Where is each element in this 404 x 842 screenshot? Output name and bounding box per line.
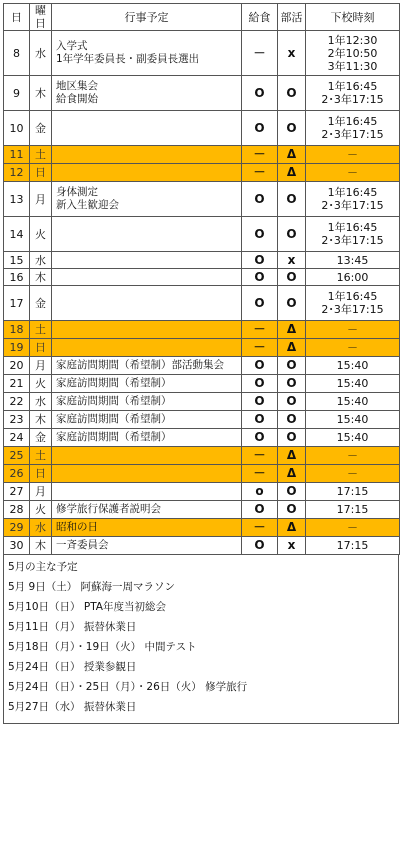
event-cell bbox=[52, 519, 242, 537]
table-row bbox=[4, 519, 400, 537]
lunch-cell: － bbox=[242, 321, 278, 339]
weekday-cell: 金 bbox=[30, 111, 52, 146]
table-row bbox=[4, 501, 400, 519]
event-cell bbox=[52, 31, 242, 76]
header-lunch: 給食 bbox=[242, 4, 278, 31]
club-cell: O bbox=[278, 393, 306, 411]
dismissal-time-cell bbox=[306, 519, 400, 537]
club-cell: Δ bbox=[278, 465, 306, 483]
dismissal-time-line: 17:15 bbox=[336, 503, 369, 516]
weekday-cell: 水 bbox=[30, 31, 52, 76]
event-line: 給食開始 bbox=[56, 93, 98, 105]
table-row bbox=[4, 357, 400, 375]
weekday-cell: 木 bbox=[30, 537, 52, 555]
lunch-cell: O bbox=[242, 357, 278, 375]
dismissal-time-line: 15:40 bbox=[336, 413, 369, 426]
dismissal-time-line: 2･3年17:15 bbox=[321, 199, 384, 212]
dismissal-time-line: 15:40 bbox=[336, 377, 369, 390]
dismissal-time-cell bbox=[306, 31, 400, 76]
club-cell: Δ bbox=[278, 339, 306, 357]
dismissal-time-cell bbox=[306, 357, 400, 375]
table-row bbox=[4, 76, 400, 111]
dismissal-time-line: － bbox=[347, 467, 358, 480]
club-cell: O bbox=[278, 375, 306, 393]
weekday-cell: 日 bbox=[30, 164, 52, 182]
lunch-cell: － bbox=[242, 146, 278, 164]
club-cell: O bbox=[278, 483, 306, 501]
day-cell: 17 bbox=[4, 286, 30, 321]
weekday-cell: 木 bbox=[30, 76, 52, 111]
dismissal-time-cell bbox=[306, 321, 400, 339]
schedule-body bbox=[4, 31, 400, 555]
table-row bbox=[4, 375, 400, 393]
dismissal-time-line: － bbox=[347, 148, 358, 161]
table-row bbox=[4, 146, 400, 164]
day-cell: 12 bbox=[4, 164, 30, 182]
day-cell: 29 bbox=[4, 519, 30, 537]
dismissal-time-cell bbox=[306, 146, 400, 164]
weekday-cell: 火 bbox=[30, 217, 52, 252]
lunch-cell: O bbox=[242, 269, 278, 286]
dismissal-time-line: － bbox=[347, 341, 358, 354]
club-cell: O bbox=[278, 111, 306, 146]
lunch-cell: － bbox=[242, 447, 278, 465]
dismissal-time-cell bbox=[306, 411, 400, 429]
club-cell: O bbox=[278, 76, 306, 111]
dismissal-time-line: 1年16:45 bbox=[327, 80, 378, 93]
event-cell bbox=[52, 357, 242, 375]
header-event: 行事予定 bbox=[52, 4, 242, 31]
event-cell bbox=[52, 465, 242, 483]
event-line: 新入生歓迎会 bbox=[56, 199, 119, 211]
day-cell: 16 bbox=[4, 269, 30, 286]
dismissal-time-cell bbox=[306, 76, 400, 111]
dismissal-time-line: － bbox=[347, 521, 358, 534]
dismissal-time-line: 2･3年17:15 bbox=[321, 128, 384, 141]
table-row bbox=[4, 411, 400, 429]
header-day: 日 bbox=[4, 4, 30, 31]
header-weekday: 曜日 bbox=[30, 4, 52, 31]
event-cell bbox=[52, 286, 242, 321]
header-dismissal: 下校時刻 bbox=[306, 4, 400, 31]
table-row bbox=[4, 31, 400, 76]
dismissal-time-cell bbox=[306, 393, 400, 411]
lunch-cell: o bbox=[242, 483, 278, 501]
note-item: 5月24日（日）・25日（月）・26日（火） 修学旅行 bbox=[8, 681, 248, 693]
dismissal-time-line: 1年12:30 bbox=[327, 33, 378, 47]
club-cell: Δ bbox=[278, 146, 306, 164]
day-cell: 27 bbox=[4, 483, 30, 501]
table-row bbox=[4, 393, 400, 411]
dismissal-time-line: 1年16:45 bbox=[327, 186, 378, 199]
weekday-cell: 火 bbox=[30, 375, 52, 393]
lunch-cell: O bbox=[242, 217, 278, 252]
dismissal-time-line: 16:00 bbox=[336, 270, 369, 284]
dismissal-time-cell bbox=[306, 286, 400, 321]
notes-title: 5月の主な予定 bbox=[8, 561, 78, 573]
table-row bbox=[4, 321, 400, 339]
weekday-cell: 月 bbox=[30, 357, 52, 375]
event-cell bbox=[52, 411, 242, 429]
day-cell: 30 bbox=[4, 537, 30, 555]
dismissal-time-line: 2･3年17:15 bbox=[321, 303, 384, 316]
lunch-cell: O bbox=[242, 182, 278, 217]
club-cell: O bbox=[278, 411, 306, 429]
event-line: 身体測定 bbox=[56, 186, 98, 198]
event-line: 一斉委員会 bbox=[56, 539, 109, 551]
club-cell: x bbox=[278, 31, 306, 76]
dismissal-time-cell bbox=[306, 465, 400, 483]
table-row bbox=[4, 182, 400, 217]
note-item: 5月 9日（土） 阿蘇海一周マラソン bbox=[8, 581, 176, 593]
event-cell bbox=[52, 164, 242, 182]
dismissal-time-line: 15:40 bbox=[336, 431, 369, 444]
event-cell bbox=[52, 182, 242, 217]
dismissal-time-line: － bbox=[347, 166, 358, 179]
lunch-cell: O bbox=[242, 393, 278, 411]
day-cell: 9 bbox=[4, 76, 30, 111]
club-cell: Δ bbox=[278, 519, 306, 537]
table-row bbox=[4, 252, 400, 269]
dismissal-time-line: 13:45 bbox=[336, 253, 369, 267]
dismissal-time-line: 17:15 bbox=[336, 539, 369, 552]
table-row bbox=[4, 465, 400, 483]
dismissal-time-cell bbox=[306, 483, 400, 501]
table-row bbox=[4, 447, 400, 465]
day-cell: 26 bbox=[4, 465, 30, 483]
dismissal-time-line: 15:40 bbox=[336, 359, 369, 372]
day-cell: 14 bbox=[4, 217, 30, 252]
day-cell: 19 bbox=[4, 339, 30, 357]
dismissal-time-cell bbox=[306, 339, 400, 357]
note-item: 5月10日（日） PTA年度当初総会 bbox=[8, 601, 166, 613]
dismissal-time-line: － bbox=[347, 449, 358, 462]
dismissal-time-line: 2･3年17:15 bbox=[321, 93, 384, 106]
weekday-cell: 水 bbox=[30, 393, 52, 411]
dismissal-time-line: 1年16:45 bbox=[327, 221, 378, 234]
event-line: 1年学年委員長・副委員長選出 bbox=[56, 53, 200, 65]
event-line: 地区集会 bbox=[56, 80, 98, 92]
club-cell: O bbox=[278, 182, 306, 217]
event-line: 家庭訪問期間（希望制） bbox=[56, 413, 172, 425]
lunch-cell: O bbox=[242, 76, 278, 111]
lunch-cell: － bbox=[242, 519, 278, 537]
weekday-cell: 金 bbox=[30, 286, 52, 321]
dismissal-time-line: 15:40 bbox=[336, 395, 369, 408]
notes-list bbox=[4, 577, 398, 717]
day-cell: 25 bbox=[4, 447, 30, 465]
event-cell bbox=[52, 393, 242, 411]
lunch-cell: O bbox=[242, 252, 278, 269]
event-cell bbox=[52, 501, 242, 519]
lunch-cell: O bbox=[242, 286, 278, 321]
day-cell: 8 bbox=[4, 31, 30, 76]
event-cell bbox=[52, 483, 242, 501]
day-cell: 22 bbox=[4, 393, 30, 411]
weekday-cell: 日 bbox=[30, 339, 52, 357]
day-cell: 24 bbox=[4, 429, 30, 447]
dismissal-time-cell bbox=[306, 111, 400, 146]
lunch-cell: O bbox=[242, 537, 278, 555]
event-line: 昭和の日 bbox=[56, 521, 98, 533]
lunch-cell: O bbox=[242, 375, 278, 393]
club-cell: x bbox=[278, 537, 306, 555]
schedule-table bbox=[3, 3, 400, 555]
club-cell: O bbox=[278, 501, 306, 519]
weekday-cell: 木 bbox=[30, 269, 52, 286]
monthly-notes bbox=[3, 555, 399, 724]
dismissal-time-line: 2･3年17:15 bbox=[321, 234, 384, 247]
weekday-cell: 水 bbox=[30, 519, 52, 537]
dismissal-time-line: 3年11:30 bbox=[327, 59, 378, 73]
club-cell: Δ bbox=[278, 321, 306, 339]
dismissal-time-cell bbox=[306, 429, 400, 447]
event-cell bbox=[52, 339, 242, 357]
club-cell: O bbox=[278, 286, 306, 321]
day-cell: 10 bbox=[4, 111, 30, 146]
weekday-cell: 火 bbox=[30, 501, 52, 519]
header-club: 部活 bbox=[278, 4, 306, 31]
table-row bbox=[4, 483, 400, 501]
day-cell: 13 bbox=[4, 182, 30, 217]
event-cell bbox=[52, 146, 242, 164]
event-line: 家庭訪問期間（希望制） bbox=[56, 395, 172, 407]
event-cell bbox=[52, 375, 242, 393]
event-line: 家庭訪問期間（希望制） bbox=[56, 431, 172, 443]
club-cell: O bbox=[278, 357, 306, 375]
weekday-cell: 土 bbox=[30, 321, 52, 339]
day-cell: 11 bbox=[4, 146, 30, 164]
table-row bbox=[4, 537, 400, 555]
dismissal-time-cell bbox=[306, 501, 400, 519]
day-cell: 21 bbox=[4, 375, 30, 393]
day-cell: 23 bbox=[4, 411, 30, 429]
event-cell bbox=[52, 429, 242, 447]
dismissal-time-cell bbox=[306, 375, 400, 393]
event-line: 修学旅行保護者説明会 bbox=[56, 503, 161, 515]
table-row bbox=[4, 111, 400, 146]
table-row bbox=[4, 339, 400, 357]
note-item: 5月27日（水） 振替休業日 bbox=[8, 701, 137, 713]
note-item: 5月24日（日） 授業参観日 bbox=[8, 661, 137, 673]
day-cell: 15 bbox=[4, 252, 30, 269]
table-row bbox=[4, 217, 400, 252]
lunch-cell: － bbox=[242, 339, 278, 357]
table-row bbox=[4, 164, 400, 182]
club-cell: O bbox=[278, 217, 306, 252]
event-cell bbox=[52, 76, 242, 111]
day-cell: 28 bbox=[4, 501, 30, 519]
weekday-cell: 月 bbox=[30, 483, 52, 501]
weekday-cell: 月 bbox=[30, 182, 52, 217]
dismissal-time-cell bbox=[306, 182, 400, 217]
lunch-cell: O bbox=[242, 501, 278, 519]
club-cell: O bbox=[278, 429, 306, 447]
club-cell: Δ bbox=[278, 447, 306, 465]
lunch-cell: O bbox=[242, 429, 278, 447]
dismissal-time-cell bbox=[306, 164, 400, 182]
note-item: 5月18日（月）・19日（火） 中間テスト bbox=[8, 641, 197, 653]
day-cell: 20 bbox=[4, 357, 30, 375]
dismissal-time-line: 2年10:50 bbox=[327, 46, 378, 60]
dismissal-time-line: － bbox=[347, 323, 358, 336]
event-cell bbox=[52, 321, 242, 339]
lunch-cell: － bbox=[242, 465, 278, 483]
weekday-cell: 土 bbox=[30, 447, 52, 465]
weekday-cell: 木 bbox=[30, 411, 52, 429]
event-line: 家庭訪問期間（希望制）部活動集会 bbox=[56, 359, 224, 371]
dismissal-time-cell bbox=[306, 537, 400, 555]
day-cell: 18 bbox=[4, 321, 30, 339]
weekday-cell: 日 bbox=[30, 465, 52, 483]
event-cell bbox=[52, 217, 242, 252]
weekday-cell: 土 bbox=[30, 146, 52, 164]
dismissal-time-cell bbox=[306, 252, 400, 269]
event-line: 入学式 bbox=[56, 40, 88, 52]
event-cell bbox=[52, 447, 242, 465]
table-row bbox=[4, 286, 400, 321]
lunch-cell: － bbox=[242, 164, 278, 182]
club-cell: x bbox=[278, 252, 306, 269]
school-schedule-sheet bbox=[3, 3, 399, 724]
dismissal-time-line: 1年16:45 bbox=[327, 290, 378, 303]
dismissal-time-cell bbox=[306, 217, 400, 252]
header-row bbox=[4, 4, 400, 31]
event-cell bbox=[52, 252, 242, 269]
dismissal-time-line: 17:15 bbox=[336, 485, 369, 498]
club-cell: Δ bbox=[278, 164, 306, 182]
lunch-cell: － bbox=[242, 31, 278, 76]
event-cell bbox=[52, 537, 242, 555]
note-item: 5月11日（月） 振替休業日 bbox=[8, 621, 137, 633]
dismissal-time-cell bbox=[306, 447, 400, 465]
table-row bbox=[4, 269, 400, 286]
weekday-cell: 水 bbox=[30, 252, 52, 269]
lunch-cell: O bbox=[242, 111, 278, 146]
table-row bbox=[4, 429, 400, 447]
club-cell: O bbox=[278, 269, 306, 286]
dismissal-time-line: 1年16:45 bbox=[327, 115, 378, 128]
event-line: 家庭訪問期間（希望制） bbox=[56, 377, 172, 389]
event-cell bbox=[52, 111, 242, 146]
weekday-cell: 金 bbox=[30, 429, 52, 447]
dismissal-time-cell bbox=[306, 269, 400, 286]
lunch-cell: O bbox=[242, 411, 278, 429]
event-cell bbox=[52, 269, 242, 286]
